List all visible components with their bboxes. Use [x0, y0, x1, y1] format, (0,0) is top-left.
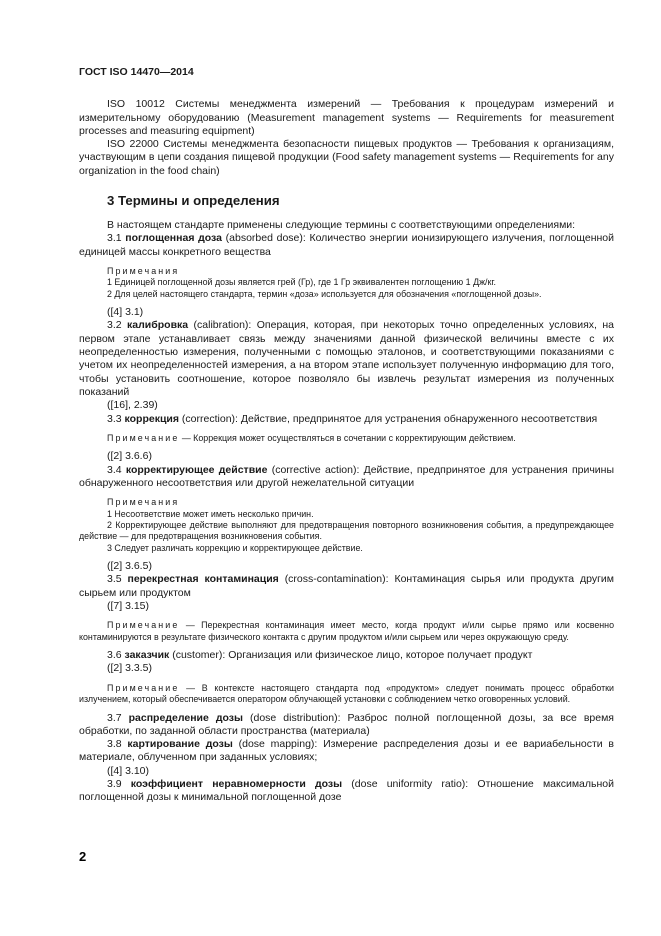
- term-3-5: 3.5 перекрестная контаминация (cross-contamination): Контаминация сырья или продукта другим сырьем или продуктом: [79, 573, 615, 599]
- note-item: 1 Несоответствие может иметь несколько причин.: [107, 508, 314, 519]
- term-name: коррекция: [124, 412, 180, 425]
- page-number: 2: [79, 849, 87, 864]
- term-name: картирование дозы: [127, 738, 233, 751]
- note-3-6: [79, 683, 614, 706]
- source-ref: ([2] 3.3.5): [107, 662, 152, 675]
- notes-label: Примечания: [107, 265, 180, 276]
- notes-3-1: [79, 266, 614, 300]
- document-page: [79, 66, 614, 805]
- source-ref: ([16], 2.39): [107, 399, 158, 412]
- normative-ref-iso-22000: ISO 22000 Системы менеджмента безопасности пищевых продуктов — Требования к организациям, участвующим в цепи создания пищевой продукции (Food safety management systems — Requirements for any organization in the food chain): [79, 138, 614, 177]
- note-label: Примечание: [107, 682, 180, 693]
- section-title: 3 Термины и определения: [107, 193, 280, 209]
- source-ref: ([4] 3.1): [107, 306, 144, 319]
- note-item: 2 Для целей настоящего стандарта, термин «доза» используется для обозначения «поглощенной дозы».: [107, 288, 542, 299]
- source-ref: ([7] 3.15): [107, 600, 150, 613]
- term-3-1: 3.1 поглощенная доза (absorbed dose): Количество энергии ионизирующего излучения, поглощенной единицей массы конкретного вещества: [79, 232, 615, 258]
- term-3-6: 3.6 заказчик (customer): Организация или физическое лицо, которое получает продукт: [107, 649, 533, 662]
- term-name: заказчик: [124, 649, 170, 662]
- term-name: распределение дозы: [128, 711, 243, 724]
- term-name: перекрестная контаминация: [127, 573, 279, 586]
- running-header: ГОСТ ISO 14470—2014: [79, 66, 194, 78]
- note-label: Примечание: [107, 432, 180, 443]
- note-label: Примечание: [107, 620, 180, 631]
- term-3-9: 3.9 коэффициент неравномерности дозы (dose uniformity ratio): Отношение максимальной поглощенной дозы к минимальной поглощенной дозе: [79, 778, 614, 804]
- term-3-2: 3.2 калибровка (calibration): Операция, которая, при некоторых точно определенных условиях, на первом этапе устанавливает связь между значениями данной физической величины вместе с их неопределенностью измерения, полученными с помощью эталонов, и соответствующими показаниями с учетом их неопределенностей измерения, а на втором этапе использует полученную информацию для того, чтобы установить соотношение, которое позволяло бы извлечь результат измерения из полученных показаний: [79, 319, 615, 398]
- note-text: — Коррекция может осуществляться в сочетании с корректирующим действием.: [179, 432, 516, 443]
- section-intro: В настоящем стандарте применены следующие термины с соответствующими определениями:: [107, 219, 576, 232]
- note-text: — Перекрестная контаминация имеет место, когда продукт и/или сырье прямо или косвенно контаминируются в результате физического контакта с другим продуктом и/или сырьем или через окружающую среду.: [79, 620, 614, 642]
- notes-label: Примечания: [107, 497, 180, 508]
- term-name: коэффициент неравномерности дозы: [130, 778, 343, 791]
- note-item: 2 Корректирующее действие выполняют для предотвращения повторного возникновения события, а предупреждающее действие — для предотвращения возникновения события.: [79, 519, 614, 542]
- notes-3-4: [79, 497, 614, 554]
- source-ref: ([2] 3.6.6): [107, 450, 152, 463]
- note-text: — В контексте настоящего стандарта под «продуктом» следует понимать процесс обработки излучением, который обеспечивается оператором облучающей установки с соблюдением четко оговоренных условий.: [79, 682, 614, 705]
- note-item: 1 Единицей поглощенной дозы является грей (Гр), где 1 Гр эквивалентен поглощению 1 Дж/кг.: [107, 277, 496, 288]
- source-ref: ([4] 3.10): [107, 764, 150, 777]
- term-3-4: 3.4 корректирующее действие (corrective action): Действие, предпринятое для устранения причины обнаруженного несоответствия или другой нежелательной ситуации: [79, 463, 615, 489]
- note-3-3: [79, 433, 614, 444]
- source-ref: ([2] 3.6.5): [107, 560, 152, 573]
- term-name: калибровка: [127, 319, 189, 332]
- normative-ref-iso-10012: ISO 10012 Системы менеджмента измерений — Требования к процедурам измерений и измерительному оборудованию (Measurement management systems — Requirements for measurement processes and measuring equipment): [79, 98, 614, 137]
- note-3-5: [79, 620, 614, 643]
- term-3-3: 3.3 коррекция (correction): Действие, предпринятое для устранения обнаруженного несоответствия: [107, 412, 598, 425]
- note-item: 3 Следует различать коррекцию и корректирующее действие.: [107, 542, 363, 553]
- term-name: поглощенная доза: [125, 232, 222, 245]
- term-name: корректирующее действие: [125, 463, 268, 476]
- term-3-8: 3.8 картирование дозы (dose mapping): Измерение распределения дозы и ее вариабельности в материале, облученном при заданных условиях;: [79, 738, 614, 764]
- term-3-7: 3.7 распределение дозы (dose distribution): Разброс полной поглощенной дозы, за все время обработки, по заданной области пространства (материала): [79, 711, 614, 737]
